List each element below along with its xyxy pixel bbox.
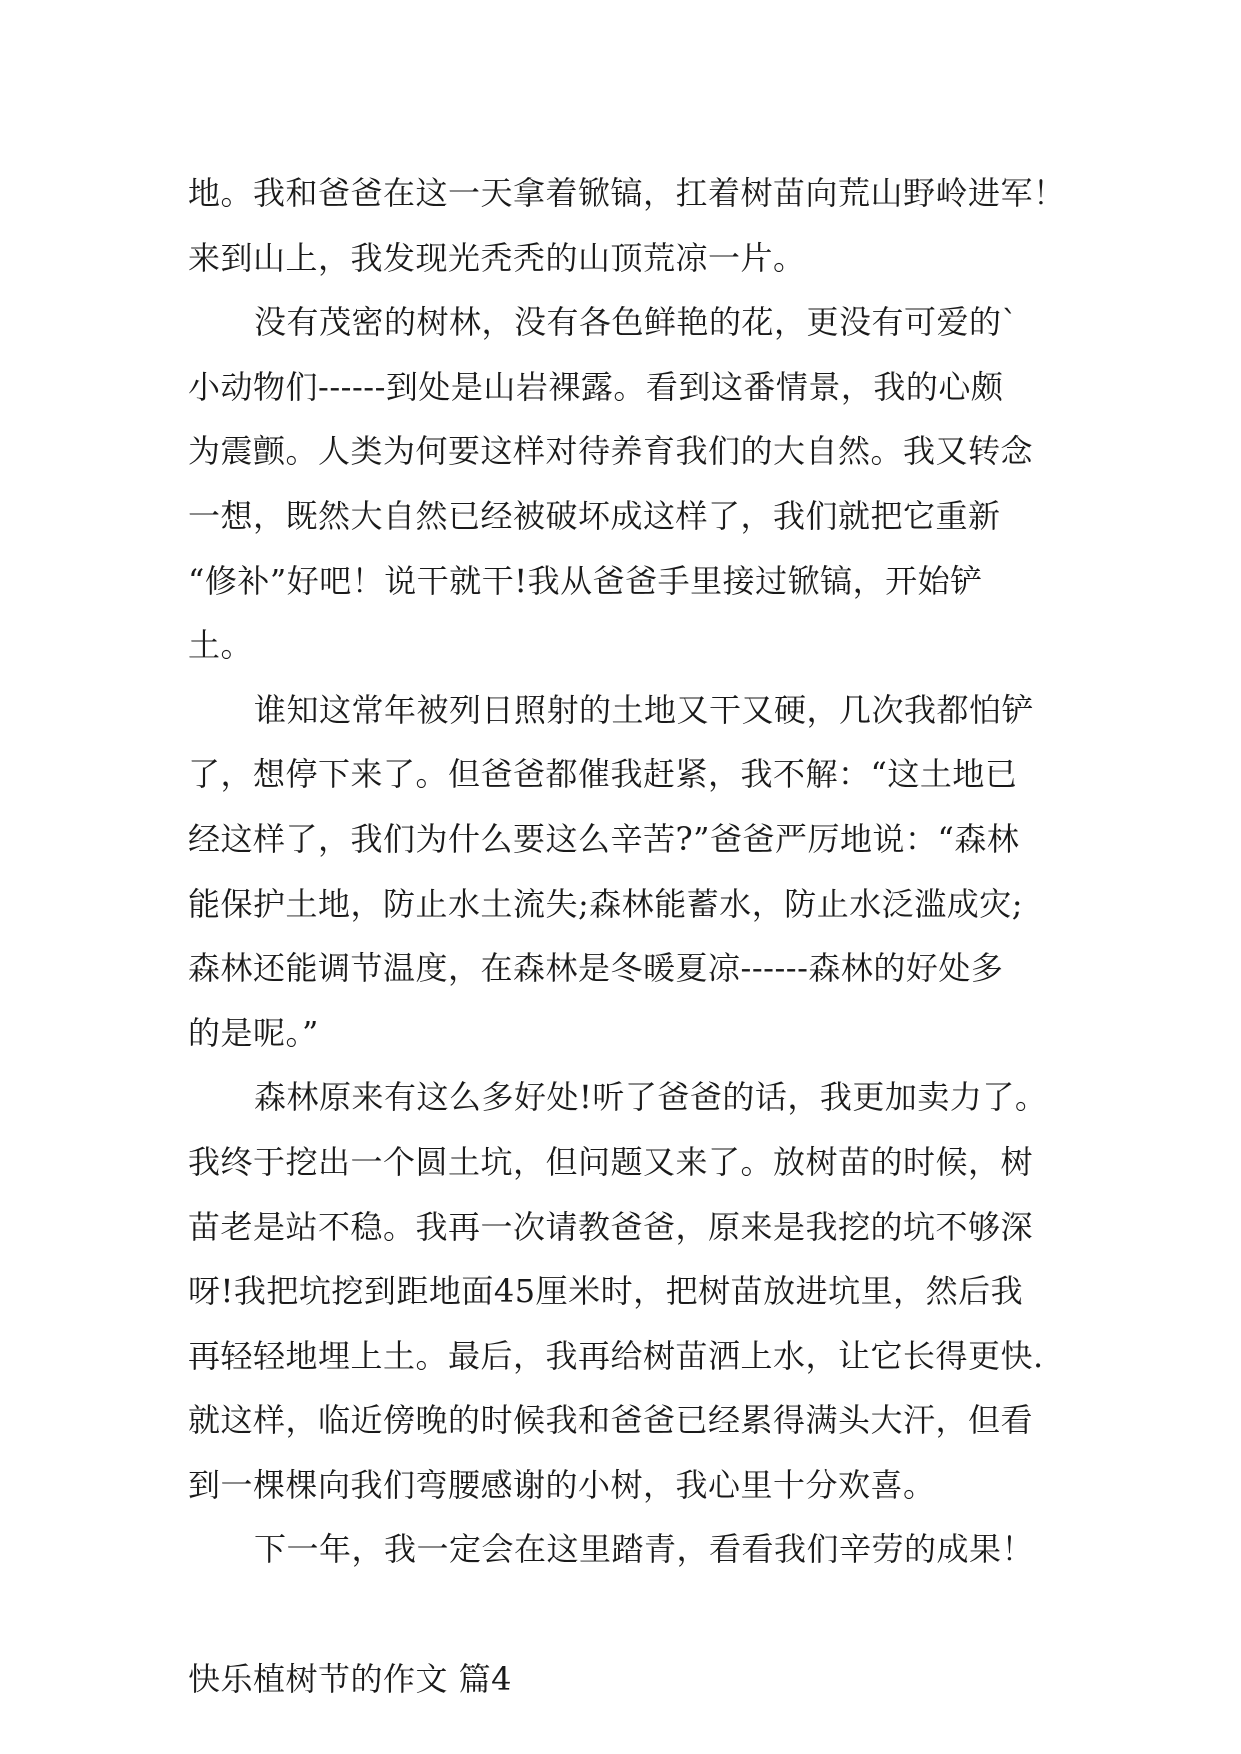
text-line: 就这样，临近傍晚的时候我和爸爸已经累得满头大汗，但看 [188,1401,1034,1440]
text-line: 森林还能调节温度，在森林是冬暖夏凉------森林的好处多 [188,949,1004,988]
text-line: 来到山上，我发现光秃秃的山顶荒凉一片。 [188,238,806,277]
section-heading: 快乐植树节的作文 篇4 [188,1659,513,1698]
text-line: 呀!我把坑挖到距地面45厘米时，把树苗放进坑里，然后我 [188,1272,1024,1311]
text-line: “修补”好吧！说干就干!我从爸爸手里接过锨镐，开始铲 [188,561,983,600]
text-line: 苗老是站不稳。我再一次请教爸爸，原来是我挖的坑不够深 [188,1207,1034,1246]
text-line: 小动物们------到处是山岩裸露。看到这番情景，我的心颇 [188,367,1004,406]
paragraph-start-line: 森林原来有这么多好处!听了爸爸的话，我更加卖力了。 [254,1078,1048,1117]
text-line: 能保护土地，防止水土流失;森林能蓄水，防止水泛滥成灾; [188,884,1024,923]
text-line: 再轻轻地埋上土。最后，我再给树苗洒上水，让它长得更快. [188,1336,1044,1375]
article-body [188,161,1078,1711]
text-line: 为震颤。人类为何要这样对待养育我们的大自然。我又转念 [188,432,1034,471]
text-line: 我终于挖出一个圆土坑，但问题又来了。放树苗的时候，树 [188,1142,1034,1181]
paragraph-start-line: 谁知这常年被列日照射的土地又干又硬，几次我都怕铲 [254,690,1035,729]
blank-line [188,1582,1078,1647]
text-line: 到一棵棵向我们弯腰感谢的小树，我心里十分欢喜。 [188,1465,936,1504]
text-line: 土。 [188,626,254,665]
paragraph-start-line: 没有茂密的树林，没有各色鲜艳的花，更没有可爱的` [254,303,1019,342]
text-line: 地。我和爸爸在这一天拿着锨镐，扛着树苗向荒山野岭进军！ [188,174,1066,212]
text-line: 的是呢。” [188,1013,319,1052]
text-line: 一想，既然大自然已经被破坏成这样了，我们就把它重新 [188,496,1001,535]
paragraph-start-line: 下一年，我一定会在这里踏青，看看我们辛劳的成果！ [254,1530,1035,1569]
text-line: 经这样了，我们为什么要这么辛苦?”爸爸严厉地说：“森林 [188,819,1020,858]
text-line: 了，想停下来了。但爸爸都催我赶紧，我不解：“这土地已 [188,755,1018,794]
